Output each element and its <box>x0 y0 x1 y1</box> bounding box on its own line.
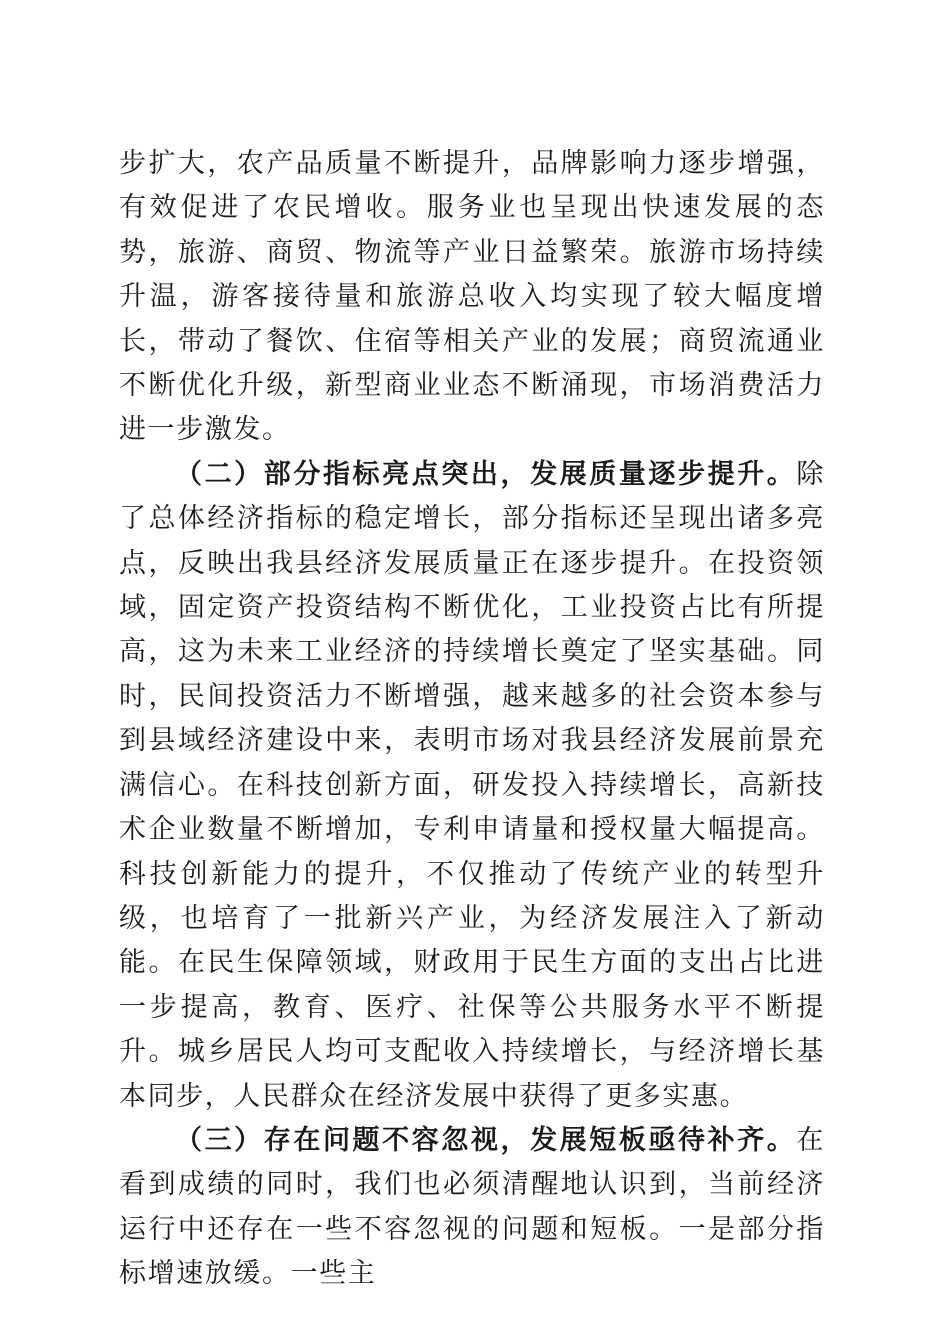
paragraph-1-body: 步扩大，农产品质量不断提升，品牌影响力逐步增强，有效促进了农民增收。服务业也呈现出快速发展的态势，旅游、商贸、物流等产业日益繁荣。旅游市场持续升温，游客接待量和旅游总收入均实现了较大幅度增长，带动了餐饮、住宿等相关产业的发展；商贸流通业不断优化升级，新型商业业态不断涌现，市场消费活力进一步激发。 <box>119 148 825 446</box>
paragraph-2 <box>119 453 825 1119</box>
paragraph-3 <box>119 1119 825 1297</box>
paragraph-3-heading: （三）存在问题不容忽视，发展短板亟待补齐。 <box>175 1124 797 1156</box>
paragraph-2-heading: （二）部分指标亮点突出，发展质量逐步提升。 <box>175 458 797 490</box>
paragraph-3-body: 在看到成绩的同时，我们也必须清醒地认识到，当前经济运行中还存在一些不容忽视的问题和短板。一是部分指标增速放缓。一些主 <box>119 1124 825 1290</box>
paragraph-2-body: 除了总体经济指标的稳定增长，部分指标还呈现出诸多亮点，反映出我县经济发展质量正在逐步提升。在投资领域，固定资产投资结构不断优化，工业投资占比有所提高，这为未来工业经济的持续增长奠定了坚实基础。同时，民间投资活力不断增强，越来越多的社会资本参与到县域经济建设中来，表明市场对我县经济发展前景充满信心。在科技创新方面，研发投入持续增长，高新技术企业数量不断增加，专利申请量和授权量大幅提高。科技创新能力的提升，不仅推动了传统产业的转型升级，也培育了一批新兴产业，为经济发展注入了新动能。在民生保障领域，财政用于民生方面的支出占比进一步提高，教育、医疗、社保等公共服务水平不断提升。城乡居民人均可支配收入持续增长，与经济增长基本同步，人民群众在经济发展中获得了更多实惠。 <box>119 458 825 1112</box>
document-body <box>119 142 825 1297</box>
paragraph-1 <box>119 142 825 453</box>
